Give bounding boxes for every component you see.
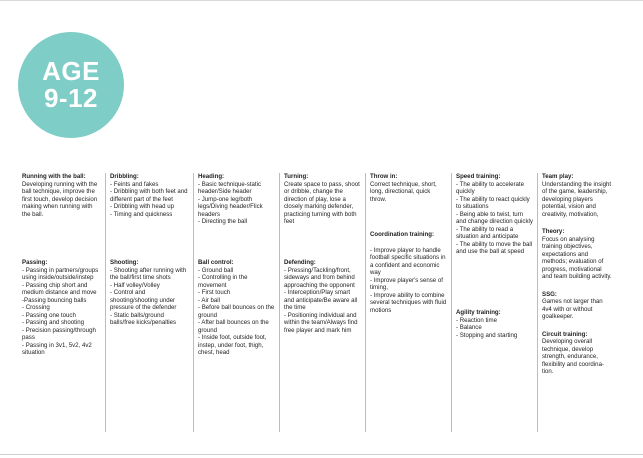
section-title: Heading:	[198, 173, 225, 180]
list-item: - Basic technique-static header/Side header	[198, 180, 261, 195]
list-item: - The ability to react quickly to situations	[456, 195, 530, 210]
list-item: - Passing and shooting	[22, 319, 84, 326]
section-dribbling	[110, 173, 189, 249]
section-title: Turning:	[284, 173, 309, 180]
section-text: Correct technique, short, long, directional, quick throw.	[370, 180, 437, 203]
age-badge-range: 9-12	[43, 83, 99, 113]
section-text: Developing running with the ball technique, improve the first touch, develop decision making when running with the ball.	[22, 180, 98, 218]
section-coordination-training	[370, 231, 447, 314]
list-item: - Crossing	[22, 304, 50, 311]
list-item: - First touch	[198, 289, 231, 296]
list-item: - Improve player to handle football specific situations in a confident and economic way	[370, 246, 446, 276]
list-item: - Improve ability to combine several techniques with fluid motions	[370, 291, 447, 314]
list-item: - Reaction time	[456, 316, 497, 324]
list-item: - Controlling in the movement	[198, 274, 248, 289]
top-rule	[0, 0, 643, 1]
list-item: - After ball bounces on the ground	[198, 319, 269, 334]
section-title: SSG:	[542, 290, 557, 298]
column-1	[22, 173, 106, 432]
section-title: Defending:	[284, 259, 316, 266]
list-item: - Control and shooting/shooting under pressure of the defender	[110, 289, 177, 311]
section-turning	[284, 173, 361, 249]
column-4	[282, 173, 366, 432]
section-shooting	[110, 259, 189, 327]
age-badge-label: AGE	[42, 56, 100, 86]
list-item: - Half volley/Volley	[110, 281, 160, 289]
column-6	[454, 173, 538, 432]
section-ssg	[542, 291, 612, 321]
list-item: - Improve player's sense of timing,	[370, 276, 443, 291]
bottom-rule	[0, 454, 643, 455]
section-text: Focus on analysing training objectives, expectations and methods; evaluation of progress, motivational and team building activity.	[542, 235, 612, 280]
list-item: - Interception/Play smart and anticipate/Be aware all the time	[284, 289, 358, 311]
list-item: - The ability to accelerate quickly	[456, 180, 524, 195]
section-title: Ball control:	[198, 259, 234, 266]
section-team-play	[542, 173, 612, 218]
section-running-with-ball	[22, 173, 101, 249]
list-item: - Inside foot, outside foot, instep, under foot, thigh, chest, head	[198, 334, 267, 356]
list-item: - Passing in partners/groups using inside/outside/instep	[22, 266, 99, 281]
section-text: Games not larger than 4v4 with or without goalkeeper.	[542, 298, 603, 320]
column-7	[540, 173, 616, 432]
section-text: Developing overall technique, develop strength, endurance, flexibility and coordina-tion.	[542, 338, 604, 375]
section-throw-in	[370, 173, 447, 221]
column-2	[108, 173, 194, 432]
list-item: - Balance	[456, 324, 482, 331]
section-title: Circuit training:	[542, 330, 588, 338]
list-item: - Directing the ball	[198, 218, 248, 225]
section-title: Throw in:	[370, 173, 398, 180]
list-item: - Static balls/ground balls/free kicks/penalties	[110, 311, 177, 326]
section-title: Speed training:	[456, 173, 501, 180]
list-item: - Before ball bounces on the ground	[198, 304, 275, 319]
list-item: - Passing chip short and medium distance and move	[22, 281, 97, 296]
section-title: Agility training:	[456, 309, 501, 316]
section-circuit-training	[542, 331, 612, 376]
list-item: - Ground ball	[198, 266, 234, 274]
section-title: Theory:	[542, 228, 565, 235]
section-title: Team play:	[542, 173, 574, 180]
list-item: - Air ball	[198, 296, 221, 304]
section-passing	[22, 259, 101, 357]
list-item: - Positioning individual and within the team/Always find free player and mark him	[284, 311, 358, 334]
list-item: -Passing bouncing balls	[22, 296, 87, 304]
list-item: - Feints and fakes	[110, 180, 159, 188]
list-item: - Dribbling with both feet and different part of the feet	[110, 188, 188, 203]
list-item: - Passing in 3v1, 5v2, 4v2 situation	[22, 341, 92, 356]
list-item: - The ability to read a situation and anticipate	[456, 225, 519, 240]
section-title: Running with the ball:	[22, 173, 86, 180]
section-speed-training	[456, 173, 533, 299]
section-text: Understanding the insight of the game, leadership, developing players potential, vision and creativity, motivation,	[542, 180, 612, 218]
list-item: - Dribbling with head up	[110, 203, 175, 210]
list-item: - Being able to twist, turn and change direction quickly	[456, 210, 533, 225]
section-agility-training	[456, 309, 533, 339]
age-badge	[18, 32, 124, 138]
section-title: Dribbling:	[110, 173, 139, 180]
list-item: - Precision passing/through pass	[22, 326, 96, 341]
section-title: Coordination training:	[370, 231, 434, 238]
list-item: - Pressing/Tackling/front, sideways and from behind approaching the opponent	[284, 266, 355, 289]
list-item: - Stopping and starting	[456, 331, 518, 339]
list-item: - Jump-one leg/both legs/Diving header/Flick headers	[198, 195, 263, 218]
list-item: - Passing one touch	[22, 311, 76, 319]
column-3	[196, 173, 280, 432]
column-5	[368, 173, 452, 432]
section-ball-control	[198, 259, 275, 357]
list-item: - The ability to move the ball and use the ball at speed	[456, 240, 533, 255]
section-defending	[284, 259, 361, 334]
section-theory	[542, 228, 612, 281]
section-heading	[198, 173, 275, 249]
list-item: - Shooting after running with the ball/first time shots	[110, 266, 187, 281]
section-title: Shooting:	[110, 259, 139, 266]
list-item: - Timing and quickness	[110, 210, 173, 218]
section-text: Create space to pass, shoot or dribble, change the direction of play, lose a closely marking defender, practicing turning with both feet	[284, 180, 360, 225]
section-title: Passing:	[22, 259, 48, 266]
